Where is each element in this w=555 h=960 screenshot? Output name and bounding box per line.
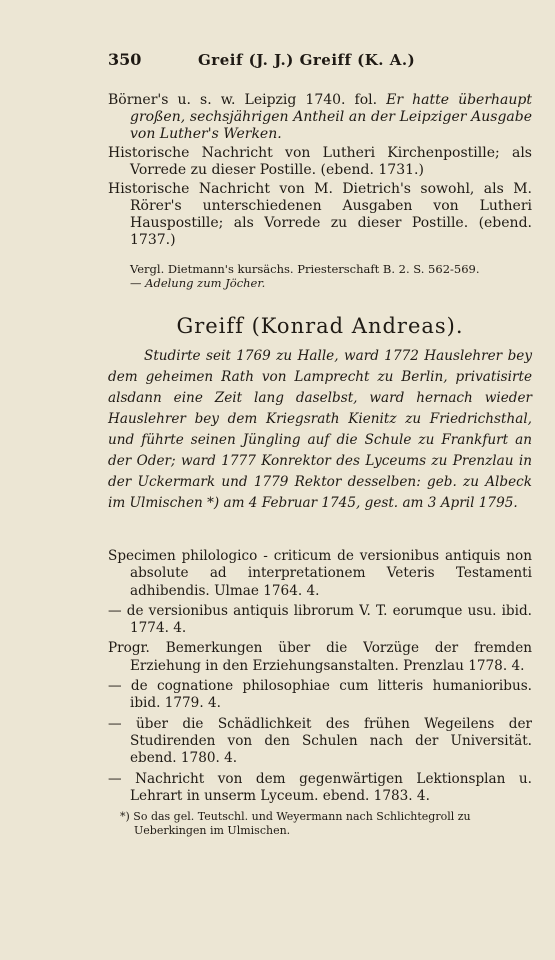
work-entry-text: Historische Nachricht von M. Dietrich's sowohl, als M. Rörer's unterschiedenen Ausgaben von Lutheri Hauspostille; als Vorrede zu dieser Postille. (ebend. 1737.)	[108, 181, 532, 248]
page-number: 350	[108, 50, 142, 69]
work-item: — de cognatione philosophiae cum litteris humanioribus. ibid. 1779. 4.	[108, 678, 532, 712]
work-item: — über die Schädlichkeit des frühen Wegeilens der Studirenden von den Schulen nach der Universität. ebend. 1780. 4.	[108, 715, 532, 767]
work-entry-text: Historische Nachricht von Lutheri Kirchenpostille; als Vorrede zu dieser Postille. (ebend. 1731.)	[108, 145, 532, 178]
work-item: — de versionibus antiquis librorum V. T. eorumque usu. ibid. 1774. 4.	[108, 602, 532, 637]
page-header	[108, 50, 454, 72]
work-entry-text: Börner's u. s. w. Leipzig 1740. fol.	[108, 92, 378, 108]
running-head: Greif (J. J.) Greiff (K. A.)	[198, 51, 416, 69]
biography-text: Studirte seit 1769 zu Halle, ward 1772 Hauslehrer bey dem geheimen Rath von Lamprecht zu Berlin, privatisirte alsdann eine Zeit lang daselbst, ward hernach wieder Hauslehrer bey dem Kriegsrath Kienitz zu Friedrichsthal, und führte seinen Jüngling auf die Schule zu Frankfurt an der Oder; ward 1777 Konrektor des Lyceums zu Prenzlau in der Uckermark und 1779 Rektor desselben: geb. zu Albeck im Ulmischen *) am 4 Februar 1745, gest. am 3 April 1795.	[108, 348, 532, 511]
footnote-text: *) So das gel. Teutschl. und Weyermann nach Schlichtegroll zu Ueberkingen im Ulmischen.	[120, 810, 471, 837]
work-entry-note: Er hatte überhaupt großen, sechsjährigen Antheil an der Leipziger Ausgabe von Luther's Werken.	[130, 92, 533, 142]
work-item: — Nachricht von dem gegenwärtigen Lektionsplan u. Lehrart in unserm Lyceum. ebend. 1783. 4.	[108, 770, 532, 804]
footnote	[120, 810, 532, 838]
reference-line: Vergl. Dietmann's kursächs. Priesterschaft B. 2. S. 562-569.	[130, 262, 480, 276]
entry-title: Greiff (Konrad Andreas).	[176, 314, 464, 338]
previous-entry-works	[108, 92, 532, 251]
work-item: Specimen philologico - criticum de versionibus antiquis non absolute ad interpretationem Veteris Testamenti adhibendis. Ulmae 1764. 4.	[108, 548, 532, 599]
work-entry	[108, 181, 532, 249]
work-item: Progr. Bemerkungen über die Vorzüge der fremden Erziehung in den Erziehungsanstalten. Prenzlau 1778. 4.	[108, 640, 532, 674]
works-list	[108, 548, 532, 808]
work-entry	[108, 92, 532, 143]
reference-line: — Adelung zum Jöcher.	[130, 276, 266, 290]
biography	[108, 346, 532, 514]
references	[108, 262, 532, 290]
work-entry	[108, 145, 532, 179]
